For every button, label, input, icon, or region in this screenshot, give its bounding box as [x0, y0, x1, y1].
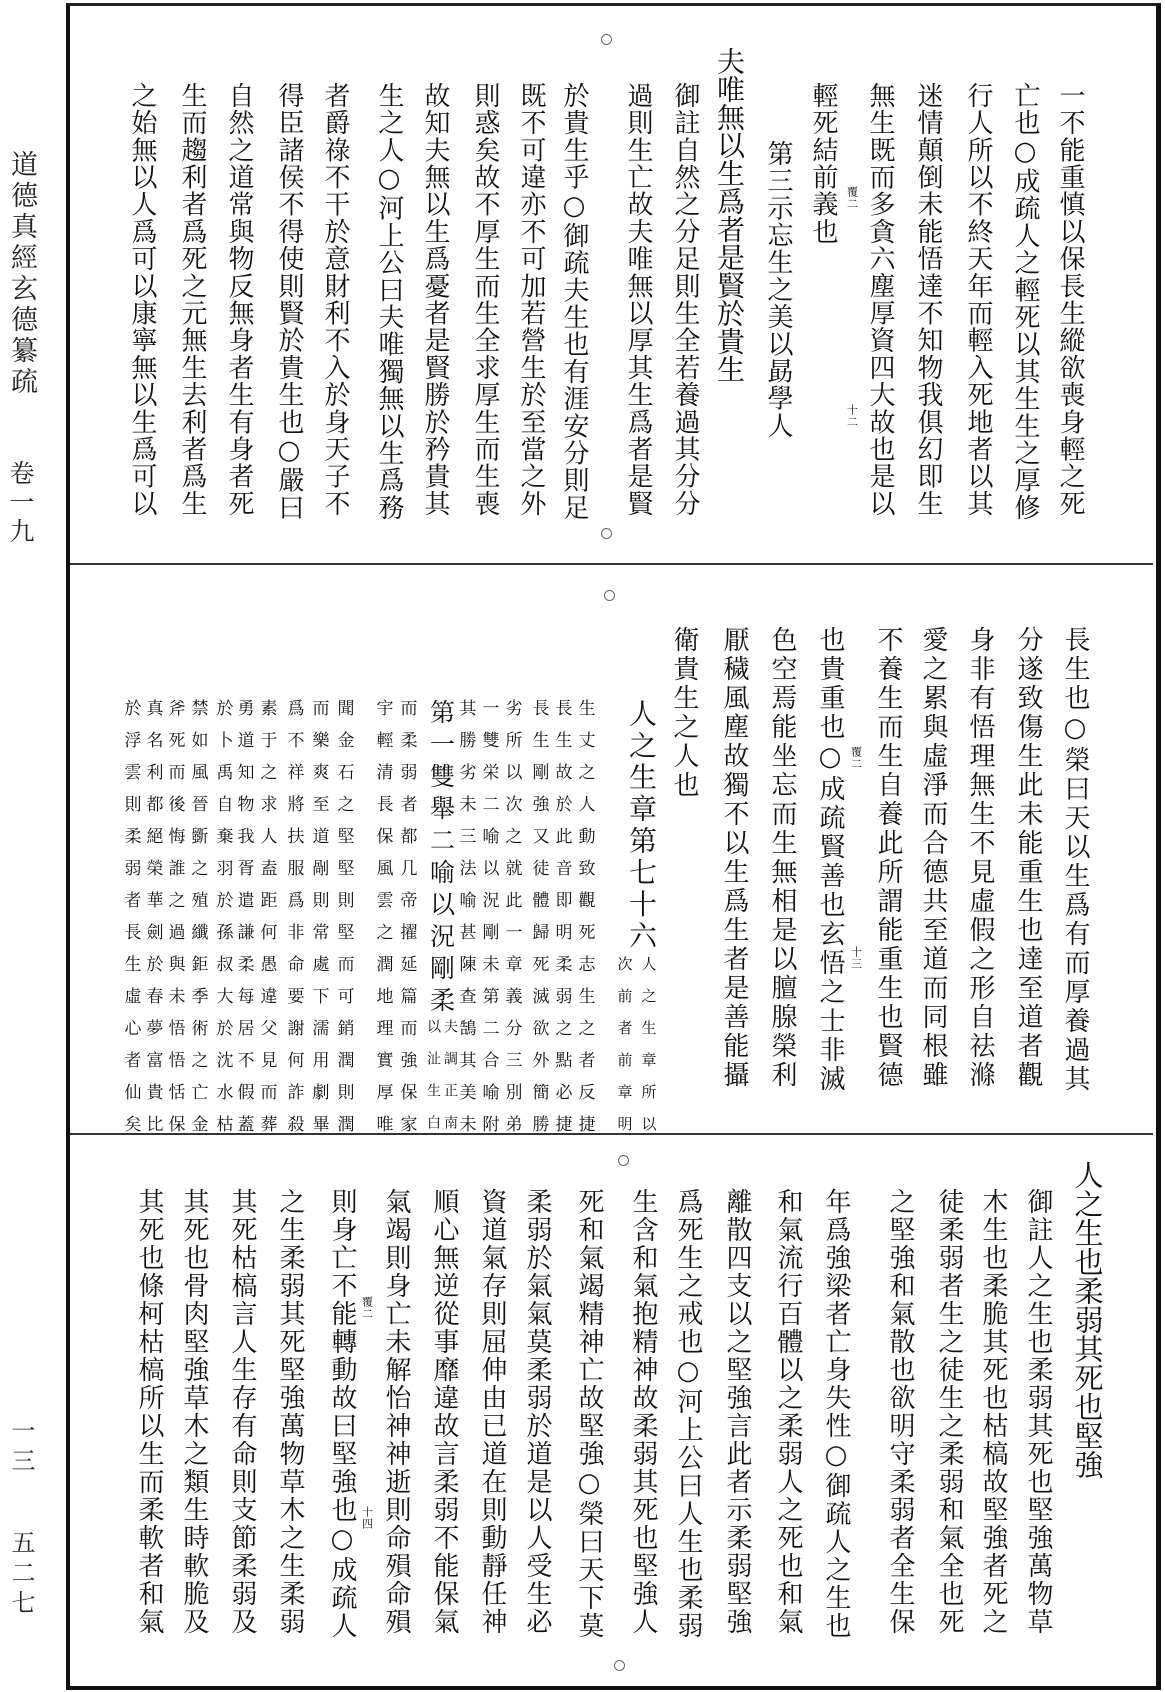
text-column: 年爲強梁者亡身失性○御疏人之生也 [821, 1188, 851, 1640]
text-column: 之生柔弱其死堅強萬物草木之生柔弱 [275, 1188, 305, 1636]
text-column: 者爵祿不干於意財利不入於身天子不 [320, 82, 350, 518]
commentary-column: 長生故於此音即明柔弱之點必捷 [551, 699, 572, 1147]
chapter-note: 人之生章所以 [639, 956, 658, 1148]
commentary-column: 於卜禹自棄羽於孫叔大於沈水枯 [212, 699, 233, 1147]
text-column: 其死也骨肉堅強草木之類生時軟脆及 [179, 1188, 209, 1636]
commentary-column: 爲不祥將扶服爲非命要謝何詐殺 [283, 699, 304, 1147]
commentary-column: 一雙栄二喻以況剛未第二合喻附 [478, 699, 499, 1147]
commentary-subnote: 以沚生白 [425, 1019, 441, 1147]
text-column: 輕死結前義也 [808, 82, 838, 246]
marginal-note: 覆二 [845, 186, 859, 210]
scripture-line: 人之生也柔弱其死也堅強 [1070, 1160, 1105, 1479]
text-column: 生含和氣抱精神故柔弱其死也堅強人 [628, 1188, 658, 1636]
text-column: 之堅強和氣散也欲明守柔弱者全生保 [885, 1188, 915, 1636]
text-column: 分遂致傷生此未能重生也達至道者觀 [1013, 626, 1043, 1090]
commentary-column: 宇輕清長保風雲之潤地理實厚唯 [372, 699, 393, 1147]
page-number-1: 一三 [7, 1418, 35, 1478]
commentary-column: 禁如風晉斵之殖纖鉅季術之亡金 [187, 699, 208, 1147]
text-column: 身非有悟理無生不見虛假之形自祛滌 [965, 626, 995, 1090]
text-column: 徒柔弱者生之徒生之柔弱和氣全也死 [934, 1188, 964, 1636]
text-column: 一不能重慎以保長生縱欲喪身輕之死 [1055, 82, 1085, 518]
marginal-note: 十四 [360, 1506, 374, 1530]
commentary-heading: 第一雙舉二喻以況剛柔 [426, 699, 456, 1019]
punctuation-circle [601, 528, 612, 539]
punctuation-circle [604, 590, 615, 601]
text-column: 生之人○河上公曰夫唯獨無以生爲務 [374, 82, 404, 522]
commentary-column: 劣所以次之就此一章義分三別弟 [501, 699, 522, 1147]
text-column: 之始無以人爲可以康寧無以生爲可以 [127, 82, 157, 518]
text-column: 得臣諸侯不得使則賢於貴生也○嚴曰 [274, 82, 304, 522]
text-column: 其死枯槁言人生存有命則支節柔弱及 [227, 1188, 257, 1636]
commentary-column: 斧死而後悔誰之過與未悟悟恬保 [164, 699, 185, 1147]
text-column: 故知夫無以生爲憂者是賢勝於矜貴其 [420, 82, 450, 518]
text-column: 行人所以不終天年而輕入死地者以其 [963, 82, 993, 518]
commentary-subnote: 夫調正南 [442, 1019, 458, 1147]
commentary-column: 而柔弱者都几帝擢延篇而強保家 [396, 699, 417, 1147]
commentary-column: 聞金石之堅堅則堅而可銷潤則潤 [333, 699, 354, 1147]
section-heading: 第三示忘生之美以勗學人 [763, 140, 793, 440]
register-divider-1 [70, 563, 1153, 565]
text-column: 則身亡不能轉動故曰堅強也○成疏人 [327, 1188, 357, 1640]
text-column: 生而趨利者爲死之元無生去利者爲生 [177, 82, 207, 518]
text-column: 和氣流行百體以之柔弱人之死也和氣 [773, 1188, 803, 1636]
text-column: 也貴重也○成疏賢善也玄悟之士非滅 [815, 626, 845, 1094]
text-column: 則惑矣故不厚生而生全求厚生而生喪 [470, 82, 500, 518]
text-column: 既不可違亦不可加若營生於至當之外 [516, 82, 546, 518]
marginal-note: 覆二 [849, 746, 863, 770]
text-column: 色空焉能坐忘而生無相是以膻腺榮利 [767, 626, 797, 1090]
text-column: 死和氣竭精神亡故堅強○榮曰天下莫 [574, 1188, 604, 1640]
text-column: 於貴生乎○御疏夫生也有涯安分則足 [559, 82, 589, 522]
text-column: 亡也○成疏人之輕死以其生生之厚修 [1010, 82, 1040, 522]
text-column: 其死也條柯枯槁所以生而柔軟者和氣 [134, 1188, 164, 1636]
marginal-note: 覆二 [360, 1296, 374, 1320]
text-column: 不養生而生自養此所謂能重生也賢德 [873, 626, 903, 1090]
text-column: 衛貴生之人也 [669, 626, 699, 800]
text-column: 迷情顛倒未能悟達不知物我俱幻即生 [913, 82, 943, 518]
commentary-column: 素于之求人盍距何愚違父見而葬 [256, 699, 277, 1147]
chapter-heading: 人之生章第七十六 [625, 699, 658, 953]
commentary-column: 其勝劣未三法喻甚陳查鵠其美未 [455, 699, 476, 1147]
text-column: 長生也○榮曰天以生爲有而厚養過其 [1060, 626, 1090, 1094]
text-column: 御註自然之分足則生全若養過其分分 [670, 82, 700, 518]
commentary-column: 生丈之人動致觀死志生之者反捷 [574, 699, 595, 1147]
text-column: 愛之累與虛淨而合德共至道而同根雖 [918, 626, 948, 1090]
commentary-column: 勇道知物我胥遣謙柔每居不假蓋 [233, 699, 254, 1147]
text-column: 資道氣存則屈伸由已道在則動靜任神 [477, 1188, 507, 1636]
commentary-column: 長生剛強又徒體歸死滅欲外簡勝 [528, 699, 549, 1147]
text-column: 御註人之生也柔弱其死也堅強萬物草 [1023, 1188, 1053, 1636]
commentary-column: 真名利都絕榮華劍於春夢富貴比 [142, 699, 163, 1147]
text-column: 氣竭則身亡未解怡神神逝則命殞命殞 [381, 1188, 411, 1636]
commentary-column: 於浮雲則柔弱者長生虛心者仙矣 [120, 699, 141, 1147]
punctuation-circle [614, 1660, 625, 1671]
text-column: 無生既而多貪六塵厚資四大故也是以 [865, 82, 895, 518]
page-number-2: 五二七 [7, 1530, 35, 1620]
chapter-note: 次前者前章明 [615, 956, 634, 1148]
text-column: 自然之道常與物反無身者生有身者死 [224, 82, 254, 518]
punctuation-circle [618, 1155, 629, 1166]
text-column: 柔弱於氣氣莫柔弱於道是以人受生必 [522, 1188, 552, 1636]
text-column: 木生也柔脆其死也枯槁故堅強者死之 [978, 1188, 1008, 1636]
text-column: 厭穢風塵故獨不以生爲生者是善能攝 [719, 626, 749, 1090]
text-column: 離散四支以之堅強言此者示柔弱堅強 [722, 1188, 752, 1636]
scripture-line: 夫唯無以生爲者是賢於貴生 [713, 47, 746, 383]
volume-label: 卷一九 [6, 460, 35, 547]
marginal-note: 十二 [845, 404, 859, 428]
text-column: 爲死生之戒也○河上公曰人生也柔弱 [673, 1188, 703, 1640]
text-column: 順心無逆從事靡違故言柔弱不能保氣 [429, 1188, 459, 1636]
punctuation-circle [601, 34, 612, 45]
commentary-column: 而樂爽至道剮則常處下濡用劇畢 [308, 699, 329, 1147]
marginal-note: 十三 [849, 946, 863, 970]
book-title: 道德真經玄德纂疏 [6, 150, 37, 398]
text-column: 過則生亡故夫唯無以厚其生爲者是賢 [623, 82, 653, 518]
